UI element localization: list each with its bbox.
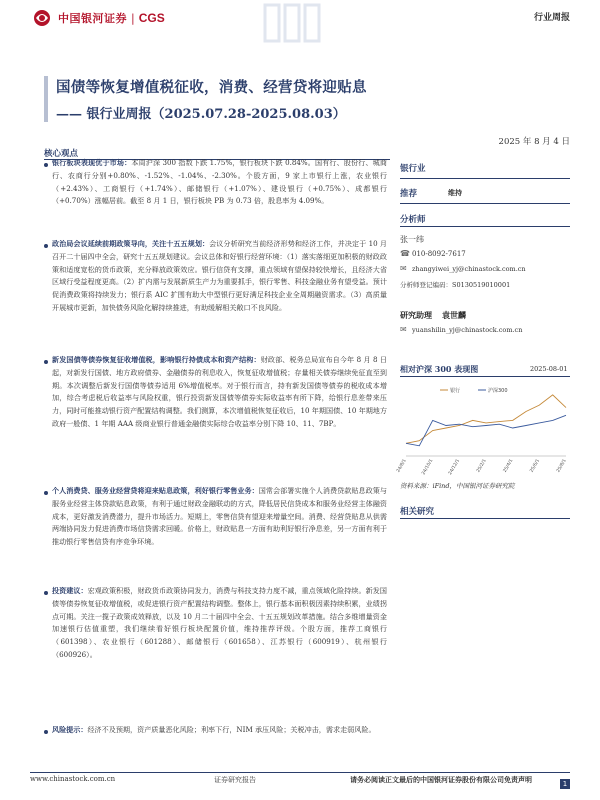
footer-divider	[30, 772, 570, 773]
chart-tick-label: 24/10/1	[421, 458, 435, 477]
paragraph-lead: 个人消费贷、服务业经营贷将迎来贴息政策，利好银行零售业务：	[52, 486, 259, 495]
assistant-label: 研究助理	[400, 310, 432, 320]
chart-source: 资料来源：iFind，中国银河证券研究院	[400, 482, 515, 490]
chart-tick-label: 25/8/1	[556, 458, 568, 474]
paragraph-body: 国常会部署实施个人消费贷款贴息政策与服务业经营主体贷款贴息政策，有利于通过财政金融联动的方式，降低居民信贷成本和服务业经营主体融资成本，更好激发消费潜力，提升市场活力。短期上，零售信贷有望迎来增量空间。消费、经营贷贴息从供需两端协同发力促进消费市场信贷需求回暖。价格上，财政贴息一方面有助利好银行净息差，另一方面有利于推动银行零售信贷有序竞争环境。	[52, 486, 388, 547]
sidebar-divider	[400, 376, 570, 377]
watermark-icon	[255, 0, 335, 50]
paragraph-body: 宏观政策积极，财政货币政策协同发力，消费与科技支持力度不减，重点领域化险持续。新发国债等债券恢复征收增值税，或促进银行资产配置结构调整。整体上，银行基本面积极因素持续积累，业绩拐点可期。关注一揽子政策成效释放，以及 10 月二十届四中全会、十五五规划改革措施。结合多维增量资金加速银行估值重塑，我们继续看好银行板块配置价值，维持推荐评级。个股方面，推荐工商银行（601398）、农业银行（601288）、邮储银行（601658）、江苏银行（600919）、杭州银行（600926）。	[52, 586, 388, 659]
company-logo	[30, 8, 165, 28]
paragraph-lead: 政治局会议延续前期政策导向，关注十五五规划：	[52, 239, 210, 248]
bullet-dot	[44, 591, 48, 595]
paragraph-politburo	[52, 238, 387, 315]
chart-tick-label: 25/6/1	[529, 458, 542, 474]
analyst-label: 分析师	[400, 215, 426, 225]
footer-site[interactable]: www.chinastock.com.cn	[30, 775, 116, 783]
analyst-cert: 分析师登记编码：S0130519010001	[400, 281, 511, 289]
paragraph-lead: 投资建议：	[52, 586, 88, 595]
title-block	[44, 76, 576, 122]
page-header	[0, 0, 600, 46]
sidebar-divider	[400, 226, 570, 227]
rating-label: 推荐	[400, 189, 418, 199]
paragraph-lead: 银行板块表现优于市场：	[52, 158, 132, 167]
chart-tick-label: 25/4/1	[502, 458, 515, 474]
core-views-heading: 核心观点	[44, 149, 79, 159]
report-title: 国债等恢复增值税征收，消费、经营贷将迎贴息	[56, 79, 367, 96]
page-footer	[30, 775, 570, 783]
assistant-name: 袁世麟	[442, 310, 466, 320]
logo-cgs: CGS	[138, 11, 165, 25]
email-icon: ✉	[400, 325, 407, 334]
sidebar-divider	[400, 203, 570, 204]
related-research-label: 相关研究	[400, 507, 435, 517]
paragraph-body: 经济不及预期，资产质量恶化风险；利率下行，NIM 承压风险；关税冲击，需求走弱风险。	[87, 725, 376, 734]
analyst-phone: 010-8092-7617	[412, 250, 466, 258]
report-subtitle: —— 银行业周报（2025.07.28-2025.08.03）	[56, 107, 346, 122]
chart-series-line-0	[406, 395, 566, 443]
chart-date: 2025-08-01	[530, 365, 568, 373]
paragraph-market	[52, 157, 387, 208]
report-type: 行业周报	[533, 13, 570, 23]
logo-text: 中国银河证券	[58, 12, 127, 25]
bullet-dot	[44, 730, 48, 734]
analyst-name: 张一纬	[400, 235, 424, 244]
footer-mid: 证券研究报告	[214, 776, 256, 784]
rating-value: 维持	[448, 188, 462, 197]
sidebar-divider	[400, 518, 570, 519]
paragraph-vat	[52, 354, 387, 431]
bullet-dot	[44, 491, 48, 495]
bullet-dot	[44, 360, 48, 364]
chart-tick-label: 25/2/1	[476, 458, 488, 474]
paragraph-body: 会议分析研究当前经济形势和经济工作，并决定于 10 月召开二十届四中全会，研究十五五规划建议。会议总体和好银行经营环境：（1）落实落细更加积极的财政政策和适度宽松的货币政策，充分释放政策效应。银行信贷有支撑，重点领域有望保持较快增长，且经济大省区域行受益程度更高。（2）扩内需与发展新质生产力为重要抓手，银行零售、科技金融业务有望受益。预计促消费政策将持续发力；银行系 AIC 扩围有助大中型银行更好满足科技企业全周期融资需求。（3）高质量开展城市更新，加快债务风险化解持续推进，有助缓解相关敞口不良风险。	[52, 239, 387, 312]
chart-legend-label: 银行	[450, 387, 461, 394]
report-date: 2025 年 8 月 4 日	[498, 137, 570, 147]
chart-tick-label: 24/12/1	[448, 458, 462, 477]
logo-separator: |	[131, 11, 135, 25]
logo-mark-icon	[30, 8, 54, 28]
paragraph-lead: 新发国债等债券恢复征收增值税，影响银行持债成本和资产结构：	[52, 355, 261, 364]
chart-title: 相对沪深 300 表现图	[400, 364, 479, 374]
assistant-email[interactable]: yuanshilin_yj@chinastock.com.cn	[412, 326, 523, 334]
relative-performance-chart	[396, 380, 570, 478]
analyst-email[interactable]: zhangyiwei_yj@chinastock.com.cn	[412, 265, 526, 273]
footer-disclaimer: 请务必阅读正文最后的中国银河证券股份有限公司免责声明	[350, 775, 532, 784]
paragraph-consumer-loan	[52, 485, 387, 549]
chart-legend-label: 沪深300	[488, 387, 508, 394]
bullet-dot	[44, 244, 48, 248]
paragraph-investment	[52, 585, 387, 662]
sidebar-divider	[400, 178, 570, 179]
industry-label: 银行业	[400, 164, 426, 174]
chart-series-line-1	[406, 415, 566, 446]
paragraph-risk	[52, 724, 387, 737]
paragraph-body: 财政部、税务总局宣布自今年 8 月 8 日起，对新发行国债、地方政府债券、金融债券的利息收入，恢复征收增值税；存量相关债券继续免征直至到期。本次调整后新发行国债等债券适用 6%增值税率。对于银行而言，持有新发国债等债券的税收成本增加，综合考虑税后收益率与风险权重，银行投资新发国债等债券实际收益率有所下降，给银行息差带来压力，同时可能推动银行资产配置结构调整。我们测算，本次增值税恢复征收后，10 年期国债、10 年期地方政府一般债、1 年期 AAA 级商业银行普通金融债实际综合收益率分别下降 10、11、7BP。	[52, 355, 388, 428]
chart-tick-label: 24/8/1	[396, 458, 408, 474]
bullet-dot	[44, 163, 48, 167]
email-icon: ✉	[400, 264, 407, 273]
paragraph-body: 本周沪深 300 指数下跌 1.75%，银行板块下跌 0.84%。国有行、股份行、城商行、农商行分别+0.80%、-1.52%、-1.04%、-2.30%。个股方面，9 家上市银行上涨，农业银行（+2.43%）、工商银行（+1.74%）、邮储银行（+1.07%）、建设银行（+0.75%）、成都银行（+0.70%）涨幅居前。截至 8 月 1 日，银行板块 PB 为 0.73 倍，股息率为 4.09%。	[52, 158, 387, 206]
phone-icon: ☎	[400, 249, 410, 258]
page-number: 1	[560, 779, 570, 789]
paragraph-lead: 风险提示：	[52, 725, 88, 734]
